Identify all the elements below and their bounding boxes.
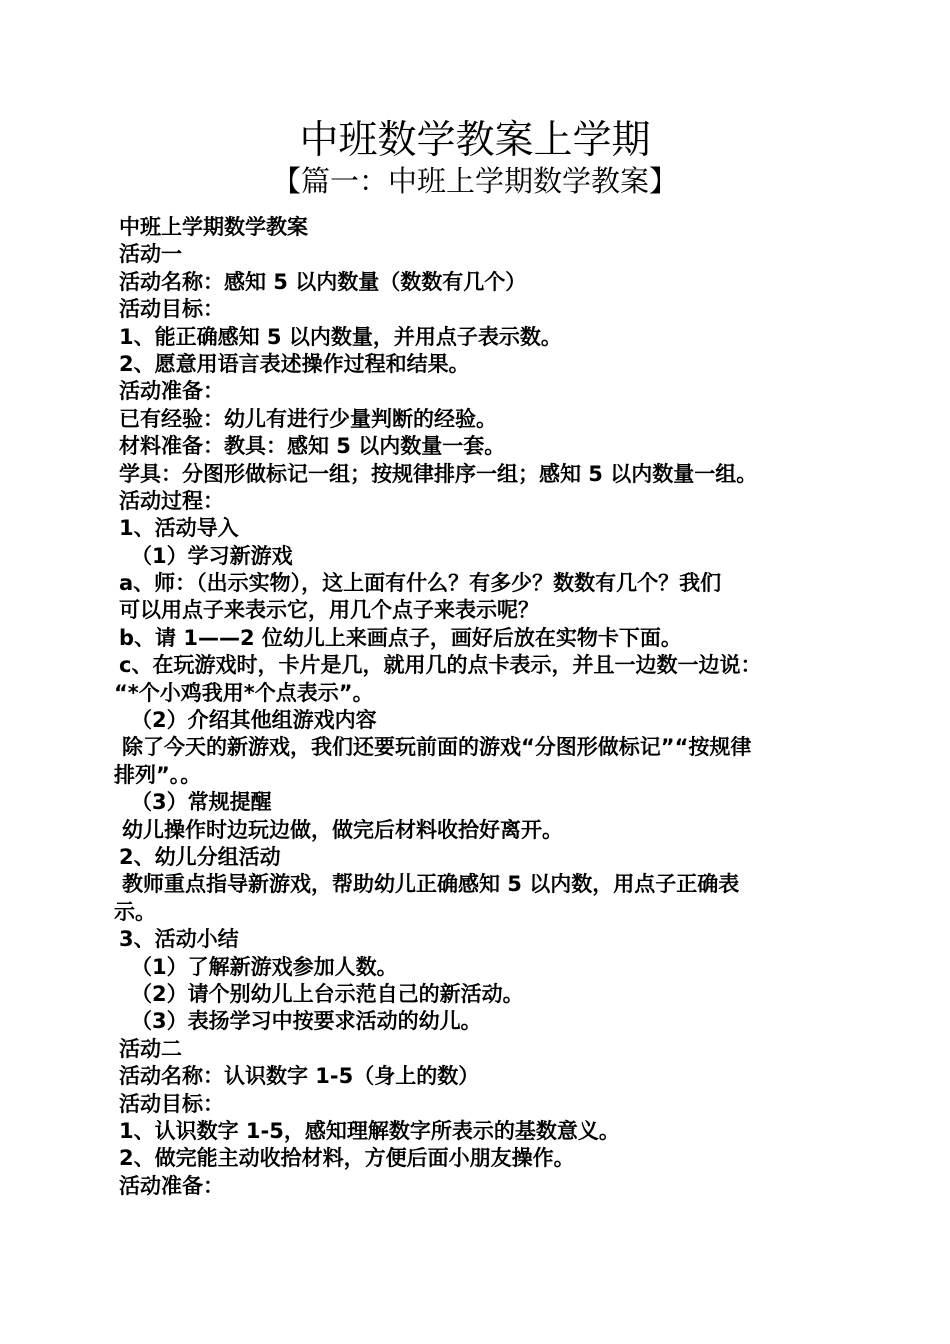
text-line: “*个小鸡我用*个点表示”。 [114,680,374,705]
text-line: 1、认识数字 1-5，感知理解数字所表示的基数意义。 [119,1118,620,1143]
text-line: 可以用点子来表示它，用几个点子来表示呢？ [119,598,539,623]
text-line: c、在玩游戏时，卡片是几，就用几的点卡表示，并且一边数一边说： [119,653,762,678]
text-line: 已有经验：幼儿有进行少量判断的经验。 [119,406,497,431]
text-line: 活动目标： [119,1091,224,1116]
text-line: （1）学习新游戏 [131,543,293,568]
text-line: 1、活动导入 [119,516,239,541]
text-line: 材料准备：教具：感知 5 以内数量一套。 [119,434,506,459]
text-line: （1）了解新游戏参加人数。 [131,954,398,979]
activity-heading: 活动一 [119,242,182,267]
text-line: （3）常规提醒 [131,790,272,815]
text-line: 活动准备： [119,379,224,404]
activity-heading: 活动二 [119,1036,182,1061]
text-line: （2）请个别幼儿上台示范自己的新活动。 [131,981,524,1006]
text-line: 活动目标： [119,297,224,322]
text-line: 除了今天的新游戏，我们还要玩前面的游戏“分图形做标记”“按规律 [122,735,752,760]
text-line: （2）介绍其他组游戏内容 [131,708,377,733]
text-line: 活动名称：认识数字 1-5（身上的数） [119,1064,480,1089]
text-line: 2、做完能主动收拾材料，方便后面小朋友操作。 [119,1146,575,1171]
text-line: 活动名称：感知 5 以内数量（数数有几个） [119,269,527,294]
text-line: （3）表扬学习中按要求活动的幼儿。 [131,1009,482,1034]
text-line: 幼儿操作时边玩边做，做完后材料收拾好离开。 [122,817,563,842]
text-line: 2、幼儿分组活动 [119,844,281,869]
text-line: 3、活动小结 [119,927,239,952]
text-line: 排列”。。 [114,762,202,787]
section-heading: 中班上学期数学教案 [119,215,308,239]
text-line: 2、愿意用语言表述操作过程和结果。 [119,351,470,376]
text-line: 活动准备： [119,1173,224,1198]
document-body [114,214,839,1200]
document-title: 中班数学教案上学期 [299,118,651,163]
document-subtitle: 【篇一：中班上学期数学教案】 [271,164,678,198]
text-line: 教师重点指导新游戏，帮助幼儿正确感知 5 以内数，用点子正确表 [122,872,740,897]
text-line: 示。 [114,899,156,924]
text-line: 活动过程： [119,488,224,513]
text-line: 学具：分图形做标记一组；按规律排序一组；感知 5 以内数量一组。 [119,461,758,486]
text-line: 1、能正确感知 5 以内数量，并用点子表示数。 [119,324,562,349]
text-line: a、师：（出示实物），这上面有什么？有多少？数数有几个？我们 [119,571,722,596]
text-line: b、请 1——2 位幼儿上来画点子，画好后放在实物卡下面。 [119,625,682,650]
